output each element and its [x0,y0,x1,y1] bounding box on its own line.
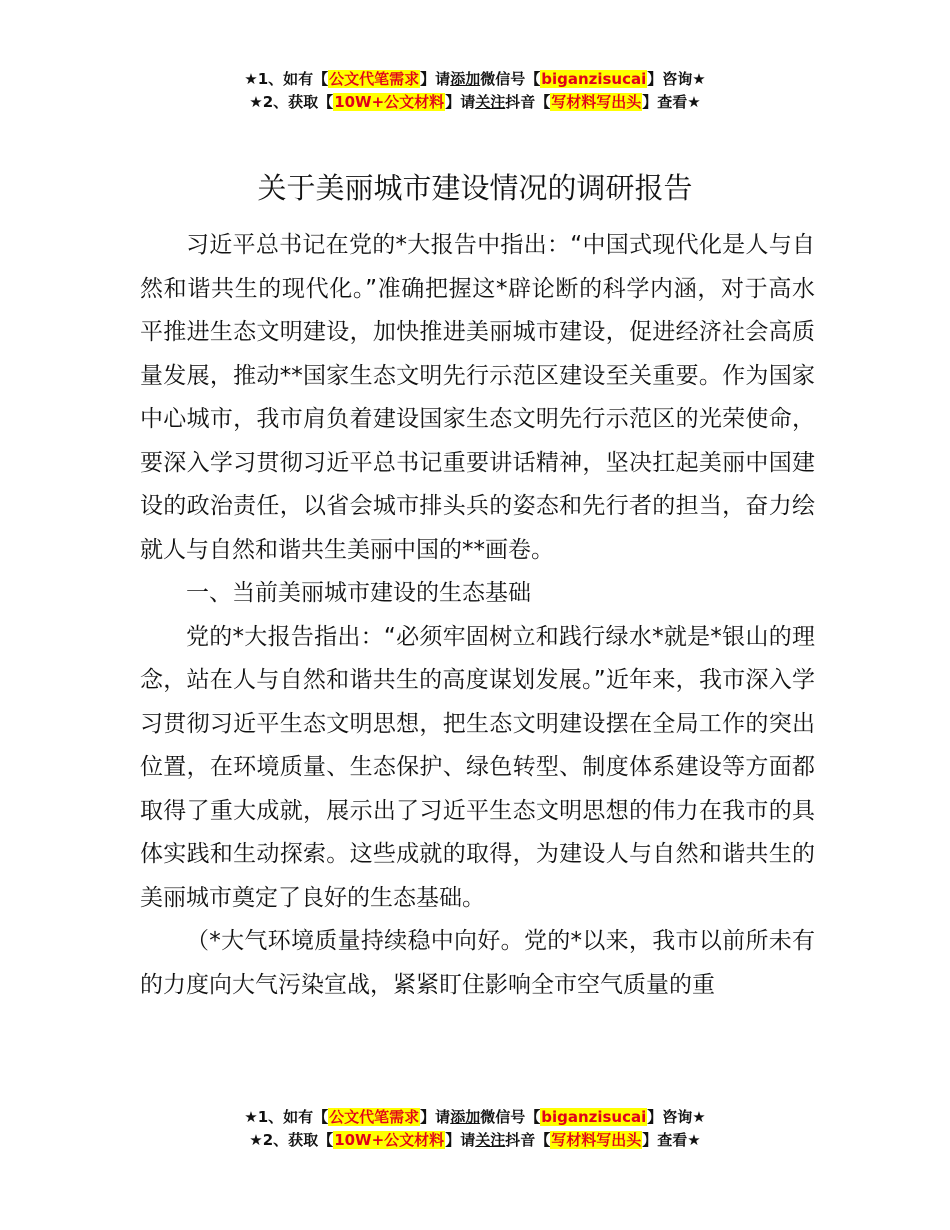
header-promo-banner [0,68,950,114]
paragraph-subsection-1: （*大气环境质量持续稳中向好。党的*以来，我市以前所未有的力度向大气污染宣战，紧紧盯住影响全市空气质量的重 [140,928,815,998]
promo-text: 】咨询★ [647,70,706,88]
promo-text: 】咨询★ [647,1108,706,1126]
promo-underlined: 关注 [475,1131,506,1149]
document-body [140,224,815,1007]
promo-text: 抖音【 [505,93,551,111]
promo-text: 】请 [420,70,451,88]
promo-text: 微信号【 [480,70,541,88]
promo-highlight: 10W+公文材料 [334,93,445,111]
promo-text: 】请 [420,1108,451,1126]
promo-text: 】查看★ [642,93,701,111]
promo-text: 】请 [445,1131,476,1149]
promo-highlight: 公文代笔需求 [329,1108,420,1126]
paragraph-section-1: 党的*大报告指出：“必须牢固树立和践行绿水*就是*银山的理念，站在人与自然和谐共生的高度谋划发展。”近年来，我市深入学习贯彻习近平生态文明思想，把生态文明建设摆在全局工作的突出位置，在环境质量、生态保护、绿色转型、制度体系建设等方面都取得了重大成就，展示出了习近平生态文明思想的伟力在我市的具体实践和生动探索。这些成就的取得，为建设人与自然和谐共生的美丽城市奠定了良好的生态基础。 [140,623,815,911]
footer-promo-banner [0,1106,950,1152]
promo-underlined: 关注 [475,93,506,111]
document-title: 关于美丽城市建设情况的调研报告 [257,171,693,205]
promo-underlined: 添加 [450,1108,481,1126]
promo-highlight: 10W+公文材料 [334,1131,445,1149]
promo-line-2 [0,91,950,114]
promo-text: 抖音【 [505,1131,551,1149]
promo-text: ★2、获取【 [249,1131,334,1149]
promo-highlight-wechat: biganzisucai [541,70,647,88]
promo-text: ★1、如有【 [244,70,329,88]
promo-underlined: 添加 [450,70,481,88]
promo-highlight-douyin: 写材料写出头 [551,1131,642,1149]
paragraph-intro: 习近平总书记在党的*大报告中指出：“中国式现代化是人与自然和谐共生的现代化。”准确把握这*辟论断的科学内涵，对于高水平推进生态文明建设，加快推进美丽城市建设，促进经济社会高质量发展，推动**国家生态文明先行示范区建设至关重要。作为国家中心城市，我市肩负着建设国家生态文明先行示范区的光荣使命，要深入学习贯彻习近平总书记重要讲话精神，坚决扛起美丽中国建设的政治责任，以省会城市排头兵的姿态和先行者的担当，奋力绘就人与自然和谐共生美丽中国的**画卷。 [140,232,815,563]
promo-line-1 [0,68,950,91]
promo-text: 微信号【 [480,1108,541,1126]
promo-line-1 [0,1106,950,1129]
promo-highlight-douyin: 写材料写出头 [551,93,642,111]
promo-text: ★2、获取【 [249,93,334,111]
promo-highlight-wechat: biganzisucai [541,1108,647,1126]
promo-text: 】查看★ [642,1131,701,1149]
promo-highlight: 公文代笔需求 [329,70,420,88]
promo-text: 】请 [445,93,476,111]
promo-text: ★1、如有【 [244,1108,329,1126]
section-heading: 一、当前美丽城市建设的生态基础 [186,580,531,606]
promo-line-2 [0,1129,950,1152]
